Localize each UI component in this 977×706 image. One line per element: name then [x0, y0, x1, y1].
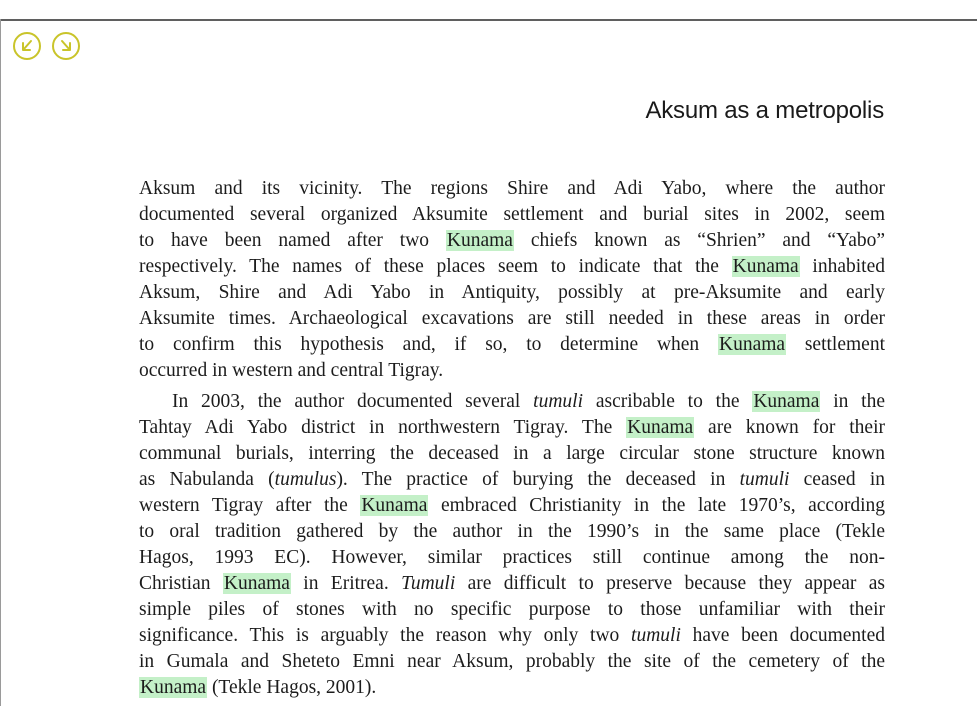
text-line: significance. This is arguably the reason why only two tumuli have been documented [139, 625, 885, 646]
text-line: documented several organized Aksumite settlement and burial sites in 2002, seem [139, 204, 885, 225]
text-line: Christian Kunama in Eritrea. Tumuli are difficult to preserve because they appear as [139, 573, 885, 594]
highlight-kunama[interactable]: Kunama [140, 677, 207, 698]
previous-page-button[interactable] [13, 32, 41, 60]
arrow-down-right-icon [58, 38, 74, 54]
highlight-kunama[interactable]: Kunama [732, 256, 799, 277]
viewer-left-border [0, 19, 1, 706]
text-line: Kunama (Tekle Hagos, 2001). [140, 677, 377, 698]
text-line: to have been named after two Kunama chiefs known as “Shrien” and “Yabo” [139, 230, 885, 251]
text-line: to confirm this hypothesis and, if so, to determine when Kunama settlement [139, 334, 885, 355]
text-line: western Tigray after the Kunama embraced Christianity in the late 1970’s, according [139, 495, 885, 516]
highlight-kunama[interactable]: Kunama [223, 573, 290, 594]
document-body [139, 176, 885, 701]
highlight-kunama[interactable]: Kunama [446, 230, 513, 251]
text-line: Tahtay Adi Yabo district in northwestern Tigray. The Kunama are known for their [139, 417, 886, 438]
highlight-kunama[interactable]: Kunama [361, 495, 428, 516]
text-line: Aksum and its vicinity. The regions Shire and Adi Yabo, where the author [139, 178, 885, 199]
text-line: occurred in western and central Tigray. [139, 360, 444, 381]
text-line: simple piles of stones with no specific purpose to those unfamiliar with their [139, 599, 885, 620]
text-line: as Nabulanda (tumulus). The practice of burying the deceased in tumuli ceased in [139, 469, 885, 490]
running-head: Aksum as a metropolis [645, 97, 884, 124]
arrow-down-left-icon [19, 38, 35, 54]
next-page-button[interactable] [52, 32, 80, 60]
highlight-kunama[interactable]: Kunama [627, 417, 694, 438]
text-line: in Gumala and Sheteto Emni near Aksum, probably the site of the cemetery of the [139, 651, 885, 672]
highlight-kunama[interactable]: Kunama [718, 334, 786, 355]
text-line: Aksumite times. Archaeological excavations are still needed in these areas in order [139, 308, 885, 329]
text-line: respectively. The names of these places seem to indicate that the Kunama inhabited [139, 256, 885, 277]
text-line: Hagos, 1993 EC). However, similar practices still continue among the non- [139, 547, 885, 568]
highlight-kunama[interactable]: Kunama [753, 391, 820, 412]
text-line: communal burials, interring the deceased in a large circular stone structure known [139, 443, 885, 464]
text-line: to oral tradition gathered by the author in the 1990’s in the same place (Tekle [139, 521, 885, 542]
text-line: In 2003, the author documented several tumuli ascribable to the Kunama in the [172, 391, 885, 412]
text-line: Aksum, Shire and Adi Yabo in Antiquity, possibly at pre-Aksumite and early [139, 282, 885, 303]
viewer-top-border [0, 19, 977, 21]
